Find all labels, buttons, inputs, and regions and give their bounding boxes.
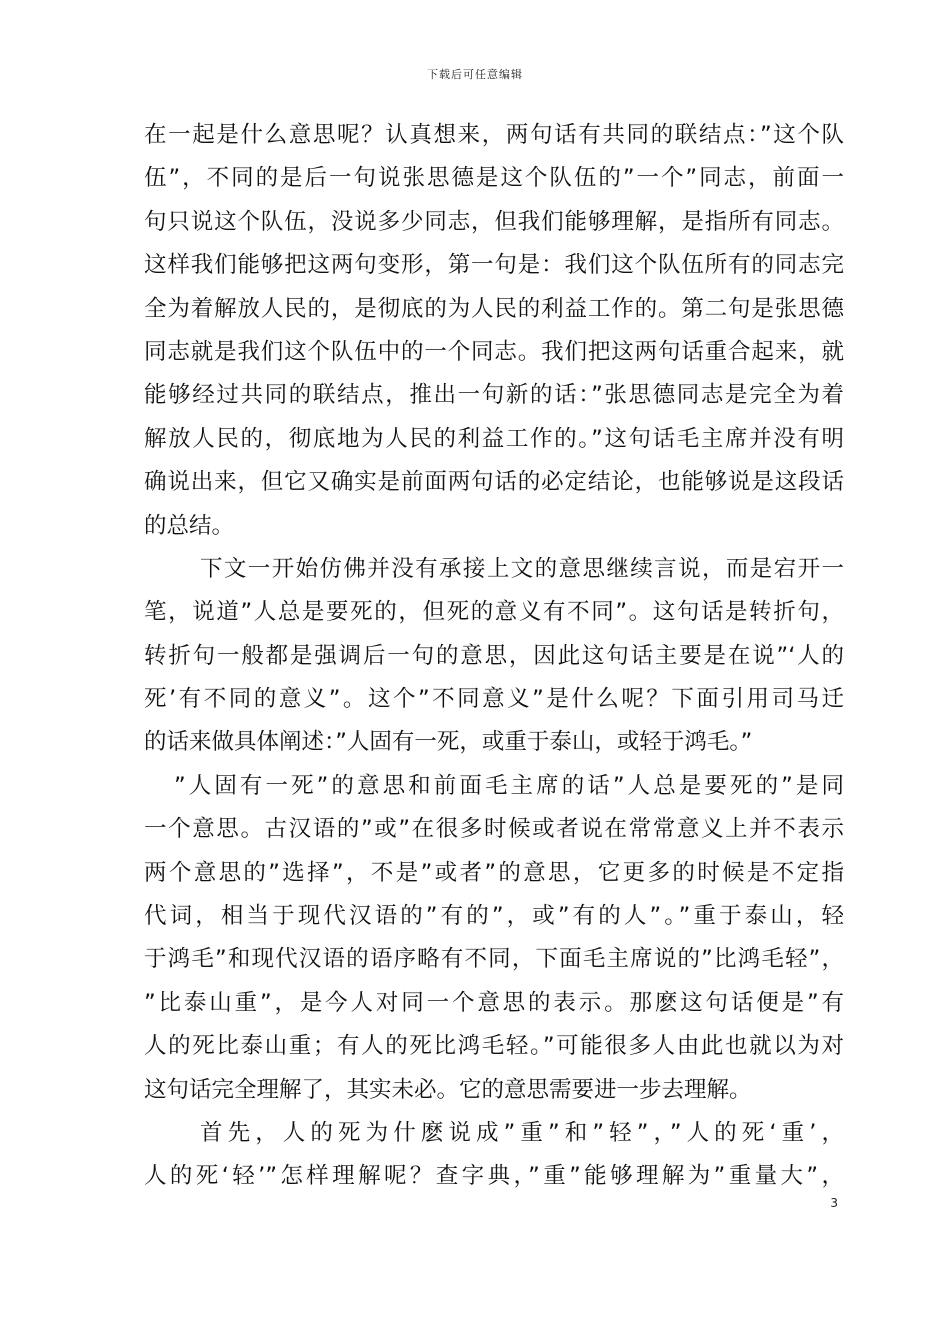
- text-line: 在一起是什么意思呢？认真想来，两句话有共同的联结点：”这个队: [144, 122, 844, 148]
- text-line: ”人固有一死”的意思和前面毛主席的话”人总是要死的”是同: [174, 772, 844, 799]
- text-line: 代词，相当于现代汉语的”有的”，或”有的人”。”重于泰山，轻: [144, 903, 844, 930]
- page-header: 下载后可任意编辑: [427, 68, 523, 81]
- text-line: 全为着解放人民的，是彻底的为人民的利益工作的。第二句是张思德: [144, 295, 844, 322]
- text-line: 确说出来，但它又确实是前面两句话的必定结论，也能够说是这段话: [144, 469, 844, 496]
- text-line: 一个意思。古汉语的”或”在很多时候或者说在常常意义上并不表示: [144, 816, 844, 843]
- text-line: 伍”，不同的是后一句说张思德是这个队伍的”一个”同志，前面一: [144, 165, 844, 192]
- text-line: 同志就是我们这个队伍中的一个同志。我们把这两句话重合起来，就: [144, 338, 844, 365]
- text-line: 的话来做具体阐述：”人固有一死，或重于泰山，或轻于鸿毛。”: [144, 729, 753, 756]
- text-line: 这样我们能够把这两句变形，第一句是：我们这个队伍所有的同志完: [144, 252, 844, 279]
- text-line: 首先，人的死为什麽说成”重”和”轻”，”人的死‘重’，: [200, 1119, 844, 1146]
- text-line: 人的死比泰山重；有人的死比鸿毛轻。”可能很多人由此也就以为对: [144, 1033, 844, 1060]
- text-line: 笔，说道”人总是要死的，但死的意义有不同”。这句话是转折句，: [144, 599, 844, 626]
- text-line: 能够经过共同的联结点，推出一句新的话：”张思德同志是完全为着: [144, 382, 844, 409]
- text-line: 两个意思的”选择”，不是”或者”的意思，它更多的时候是不定指: [144, 859, 844, 886]
- text-line: 句只说这个队伍，没说多少同志，但我们能够理解，是指所有同志。: [144, 208, 844, 235]
- page-number: 3: [830, 1196, 838, 1210]
- text-line: 下文一开始仿佛并没有承接上文的意思继续言说，而是宕开一: [200, 555, 844, 582]
- text-line: 的总结。: [144, 512, 235, 539]
- text-line: 人的死‘轻’”怎样理解呢？查字典，”重”能够理解为”重量大”，: [144, 1163, 844, 1190]
- body-text: [144, 114, 844, 1199]
- text-line: 死’有不同的意义”。这个”不同意义”是什么呢？下面引用司马迁: [144, 686, 844, 713]
- text-line: 转折句一般都是强调后一句的意思，因此这句话主要是在说”‘人的: [144, 642, 844, 669]
- text-line: 这句话完全理解了，其实未必。它的意思需要进一步去理解。: [144, 1076, 752, 1103]
- text-line: 于鸿毛”和现代汉语的语序略有不同，下面毛主席说的”比鸿毛轻”，: [144, 946, 844, 973]
- text-line: 解放人民的，彻底地为人民的利益工作的。”这句话毛主席并没有明: [144, 425, 844, 452]
- text-line: ”比泰山重”，是今人对同一个意思的表示。那麽这句话便是”有: [144, 989, 844, 1016]
